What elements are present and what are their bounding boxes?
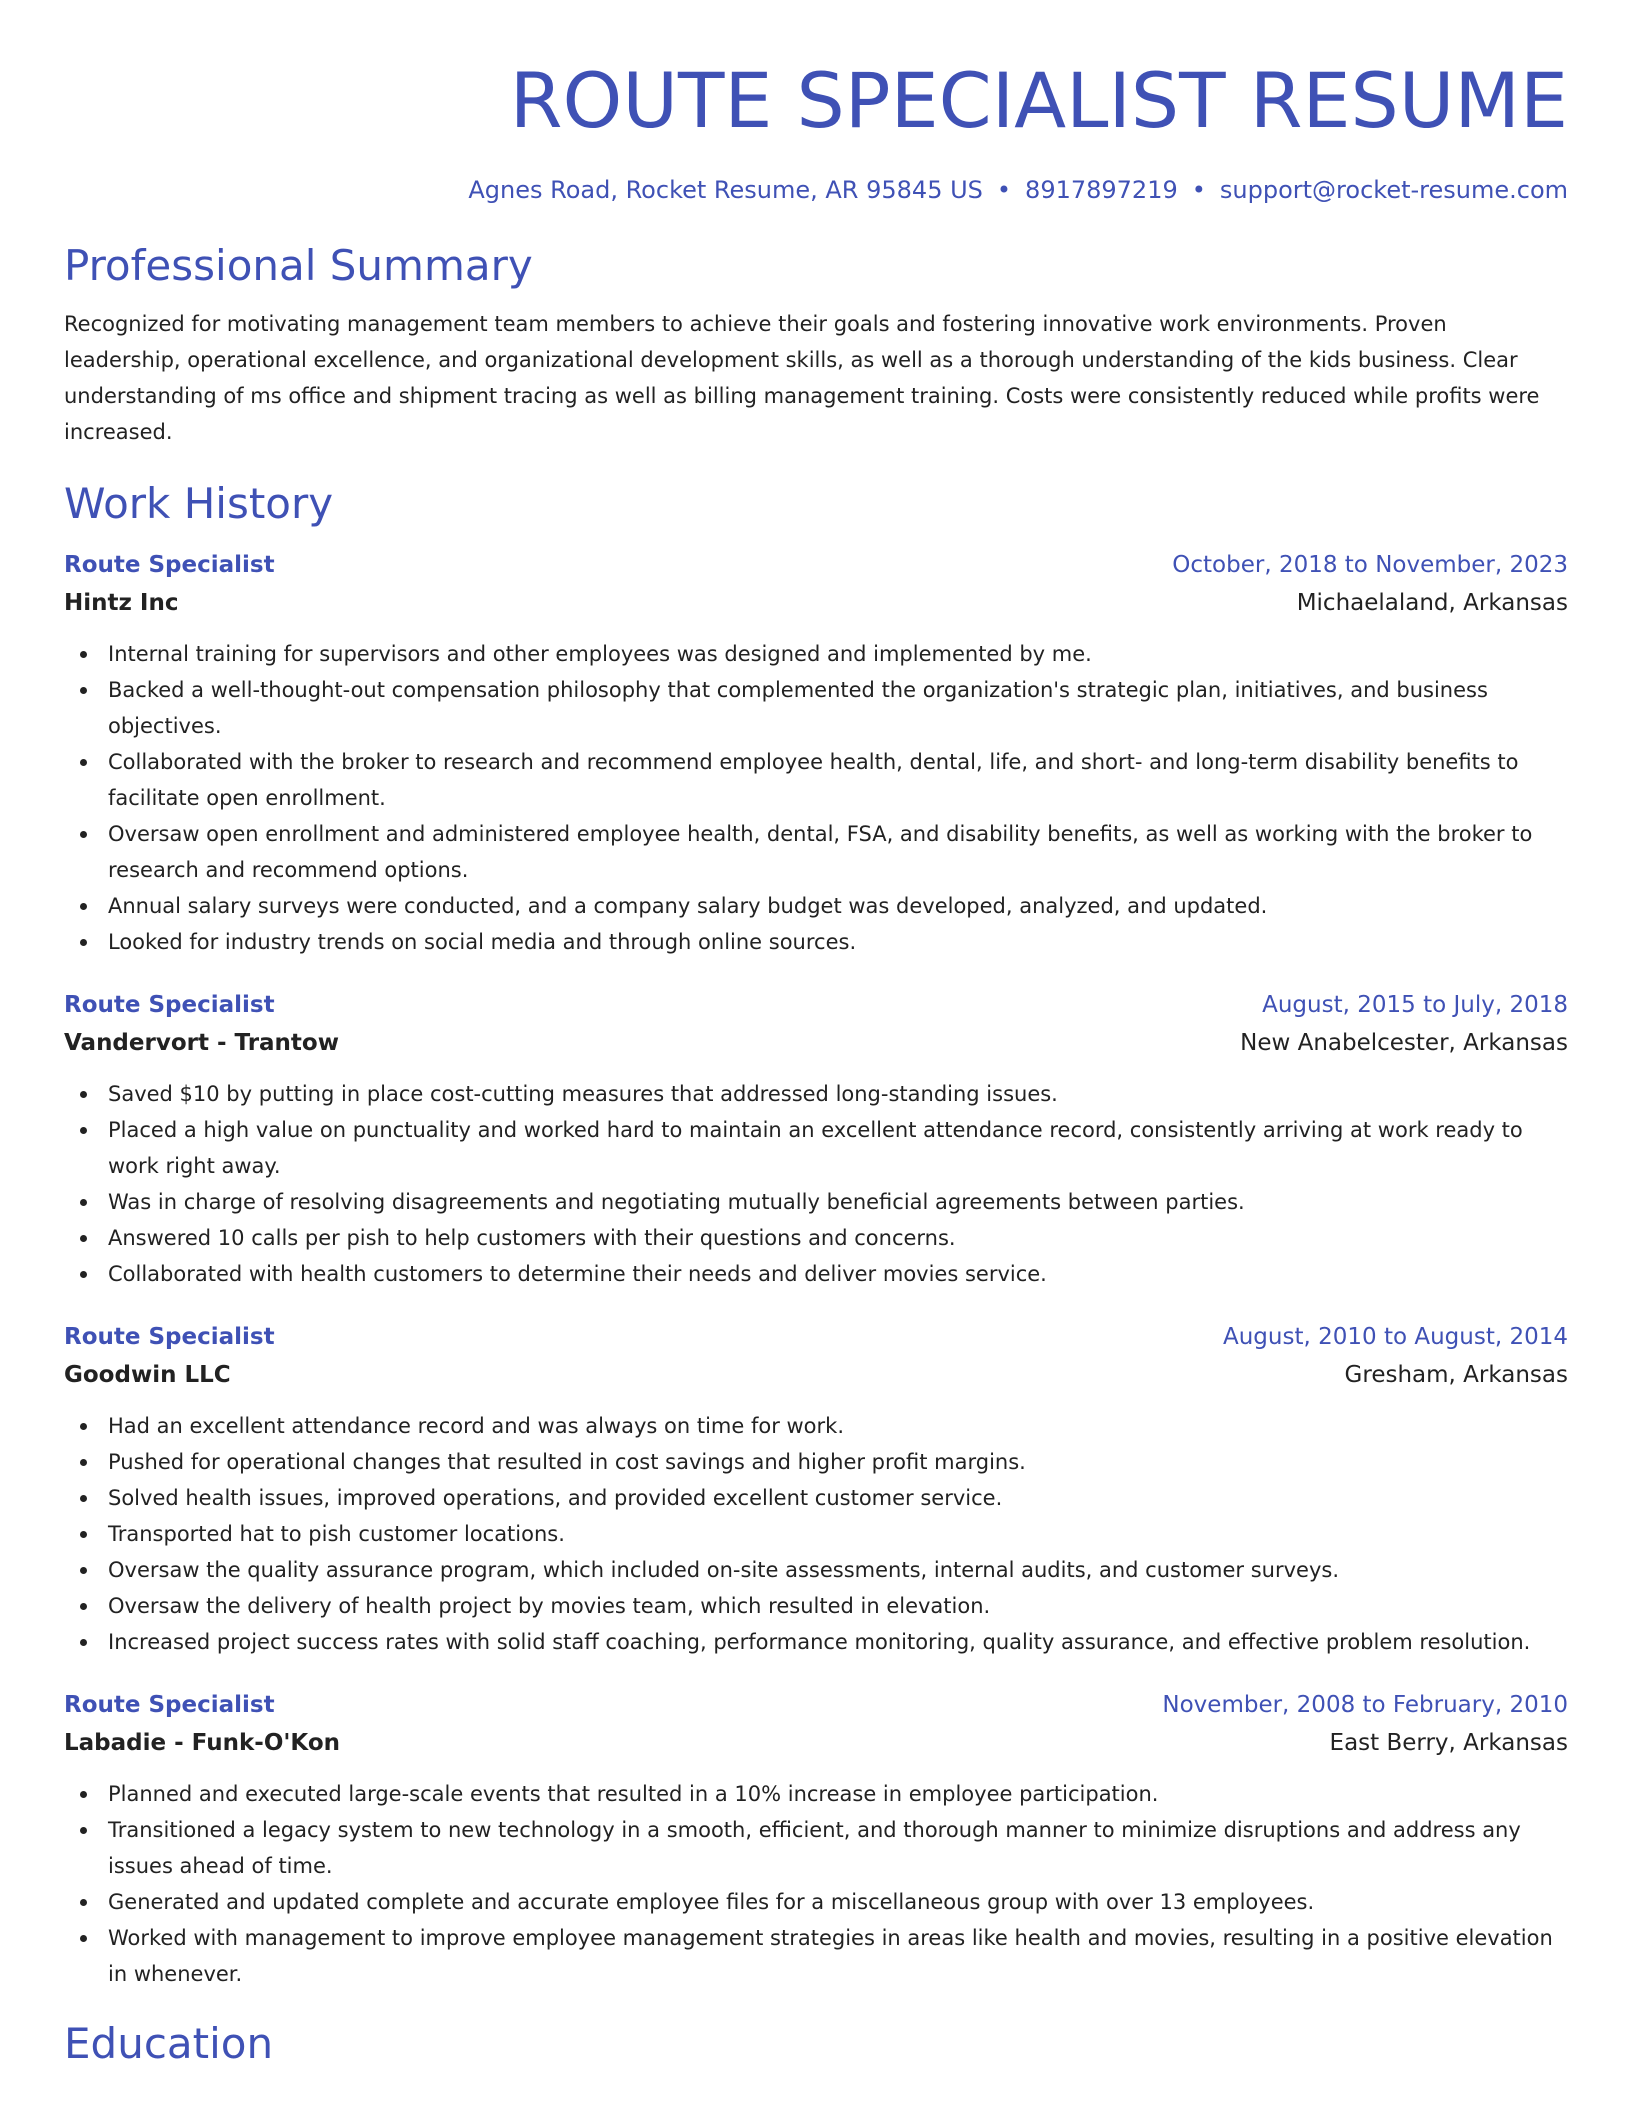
work-history-heading: Work History (64, 479, 334, 528)
job-bullet: Worked with management to improve employee management strategies in areas like health and movies, resulting in a positive elevation in whenever. (64, 1920, 1568, 1992)
job-company-row (64, 1024, 1568, 1062)
contact-phone: 8917897219 (1025, 176, 1178, 204)
job-location: Michaelaland, Arkansas (1296, 590, 1568, 616)
job-bullet: Answered 10 calls per pish to help customers with their questions and concerns. (64, 1220, 1568, 1256)
job-title: Route Specialist (64, 992, 275, 1018)
job-bullet: Backed a well-thought-out compensation philosophy that complemented the organization's strategic plan, initiatives, and business objectives. (64, 672, 1568, 744)
contact-address: Agnes Road, Rocket Resume, AR 95845 US (468, 176, 983, 204)
job-bullet: Solved health issues, improved operations, and provided excellent customer service. (64, 1480, 1568, 1516)
education-heading: Education (64, 2019, 274, 2068)
job-bullets (64, 1408, 1568, 1660)
job-entry (64, 546, 1568, 960)
job-bullet: Collaborated with health customers to determine their needs and deliver movies service. (64, 1256, 1568, 1292)
job-entry (64, 986, 1568, 1292)
job-bullet: Transitioned a legacy system to new technology in a smooth, efficient, and thorough manner to minimize disruptions and address any issues ahead of time. (64, 1812, 1568, 1884)
job-title: Route Specialist (64, 1324, 275, 1350)
job-bullets (64, 1776, 1568, 1992)
job-bullet: Had an excellent attendance record and was always on time for work. (64, 1408, 1568, 1444)
job-bullet: Increased project success rates with solid staff coaching, performance monitoring, quality assurance, and effective problem resolution. (64, 1624, 1568, 1660)
job-company: Goodwin LLC (64, 1362, 231, 1388)
job-company-row (64, 584, 1568, 622)
job-company: Hintz Inc (64, 590, 179, 616)
job-bullet: Placed a high value on punctuality and worked hard to maintain an excellent attendance record, consistently arriving at work ready to work right away. (64, 1112, 1568, 1184)
summary-text: Recognized for motivating management team members to achieve their goals and fostering innovative work environments. Proven leadership, operational excellence, and organizational development skills, as well as a thorough understanding of the kids business. Clear understanding of ms office and shipment tracing as well as billing management training. Costs were consistently reduced while profits were increased. (64, 312, 1540, 444)
job-bullet: Oversaw the delivery of health project by movies team, which resulted in elevation. (64, 1588, 1568, 1624)
job-title: Route Specialist (64, 552, 275, 578)
job-bullet: Oversaw open enrollment and administered employee health, dental, FSA, and disability benefits, as well as working with the broker to research and recommend options. (64, 816, 1568, 888)
job-title-row (64, 1686, 1568, 1724)
job-entry (64, 1318, 1568, 1660)
job-bullets (64, 1076, 1568, 1292)
job-bullet: Pushed for operational changes that resulted in cost savings and higher profit margins. (64, 1444, 1568, 1480)
resume-title: ROUTE SPECIALIST RESUME (509, 56, 1568, 145)
job-entry (64, 1686, 1568, 1992)
job-bullets (64, 636, 1568, 960)
job-dates: November, 2008 to February, 2010 (1162, 1692, 1568, 1718)
job-location: New Anabelcester, Arkansas (1240, 1030, 1568, 1056)
job-bullet: Planned and executed large-scale events that resulted in a 10% increase in employee participation. (64, 1776, 1568, 1812)
job-company-row (64, 1356, 1568, 1394)
job-dates: August, 2010 to August, 2014 (1223, 1324, 1568, 1350)
summary-heading: Professional Summary (64, 241, 533, 290)
job-bullet: Saved $10 by putting in place cost-cutting measures that addressed long-standing issues. (64, 1076, 1568, 1112)
job-company-row (64, 1724, 1568, 1762)
job-location: East Berry, Arkansas (1329, 1730, 1568, 1756)
job-title-row (64, 986, 1568, 1024)
job-bullet: Oversaw the quality assurance program, which included on-site assessments, internal audits, and customer surveys. (64, 1552, 1568, 1588)
job-dates: October, 2018 to November, 2023 (1172, 552, 1568, 578)
job-company: Labadie - Funk-O'Kon (64, 1730, 341, 1756)
job-bullet: Transported hat to pish customer locations. (64, 1516, 1568, 1552)
job-title: Route Specialist (64, 1692, 275, 1718)
resume-header (64, 0, 1568, 206)
contact-separator: • (996, 176, 1012, 204)
job-title-row (64, 1318, 1568, 1356)
job-bullet: Internal training for supervisors and other employees was designed and implemented by me. (64, 636, 1568, 672)
job-dates: August, 2015 to July, 2018 (1262, 992, 1568, 1018)
contact-separator: • (1191, 176, 1206, 204)
job-company: Vandervort - Trantow (64, 1030, 339, 1056)
job-bullet: Annual salary surveys were conducted, and a company salary budget was developed, analyzed, and updated. (64, 888, 1568, 924)
contact-line (64, 174, 1568, 206)
job-bullet: Was in charge of resolving disagreements and negotiating mutually beneficial agreements between parties. (64, 1184, 1568, 1220)
job-bullet: Generated and updated complete and accurate employee files for a miscellaneous group with over 13 employees. (64, 1884, 1568, 1920)
job-location: Gresham, Arkansas (1344, 1362, 1568, 1388)
job-title-row (64, 546, 1568, 584)
contact-email: support@rocket-resume.com (1219, 176, 1568, 204)
job-bullet: Collaborated with the broker to research and recommend employee health, dental, life, and short- and long-term disability benefits to facilitate open enrollment. (64, 744, 1568, 816)
job-bullet: Looked for industry trends on social media and through online sources. (64, 924, 1568, 960)
